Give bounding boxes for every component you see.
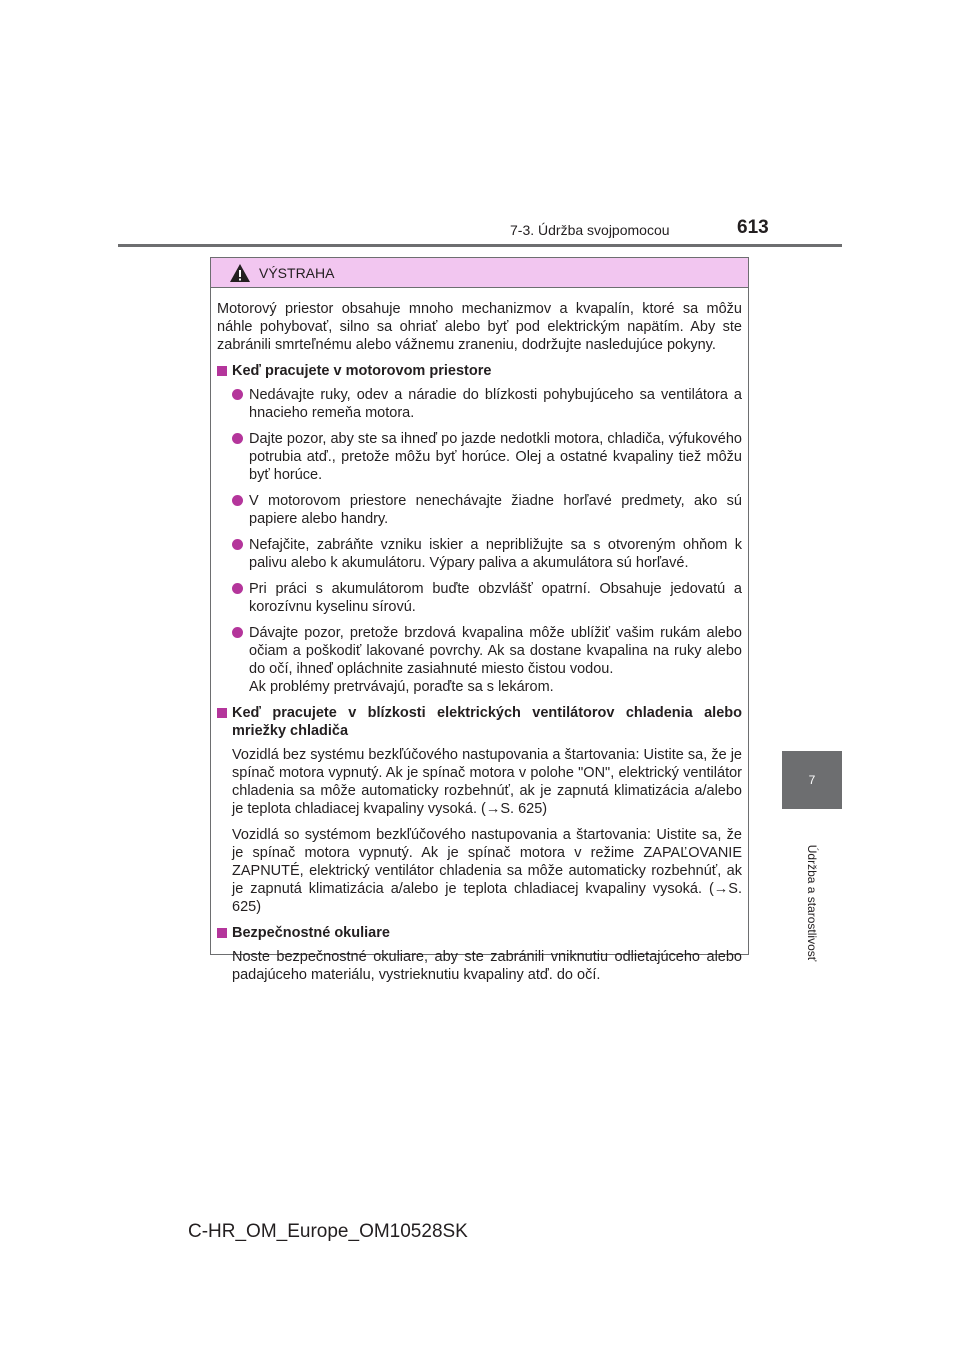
bullet-dot [232, 627, 243, 638]
chapter-tab[interactable] [782, 751, 842, 809]
header-section-title: 7-3. Údržba svojpomocou [510, 222, 670, 238]
warning-title: VÝSTRAHA [259, 264, 335, 281]
bullet-dot [232, 495, 243, 506]
paragraph: Vozidlá bez systému bezkľúčového nastupovania a štartovania: Uistite sa, že je spínač motora vypnutý. Ak je spínač motora v polohe "ON", elektrický ventilátor chladenia sa môže automaticky rozbehnúť, ak je zapnutá klimatizácia a/alebo je teplota chladiacej kvapaliny vysoká. (→S. 625) [232, 747, 742, 817]
list-item: Pri práci s akumulátorom buďte obzvlášť opatrní. Obsahuje jedovatú a korozívnu kyselinu sírovú. [217, 580, 742, 616]
bullet-dot [232, 539, 243, 550]
paragraph: Vozidlá so systémom bezkľúčového nastupovania a štartovania: Uistite sa, že je spínač motora vypnutý. Ak je spínač motora v režime ZAPAĽOVANIE ZAPNUTÉ, elektrický ventilátor chladenia sa môže automaticky rozbehnúť, ak je zapnutá klimatizácia a/alebo je teplota chladiacej kvapaliny vysoká. (→S. 625) [232, 827, 742, 915]
bullet-dot [232, 433, 243, 444]
section-heading: Bezpečnostné okuliare [217, 924, 742, 942]
page-number: 613 [737, 217, 769, 238]
section-heading: Keď pracujete v motorovom priestore [217, 362, 742, 380]
bullet-dot [232, 583, 243, 594]
warning-body [211, 288, 748, 984]
chapter-title-vertical: Údržba a starostlivosť [805, 844, 819, 962]
warning-header [211, 258, 748, 288]
list-item: Dávajte pozor, pretože brzdová kvapalina môže ublížiť vašim rukám alebo očiam a poškodiť lakované povrchy. Ak sa dostane kvapalina na ruky alebo do očí, ihneď opláchnite zasiahnuté miesto čistou vodou. Ak problémy pretrvávajú, poraďte sa s lekárom. [217, 624, 742, 696]
chapter-number: 7 [808, 773, 816, 787]
warning-intro: Motorový priestor obsahuje mnoho mechanizmov a kvapalín, ktoré sa môžu náhle pohybovať, silno sa ohriať alebo byť pod elektrickým napätím. Aby ste zabránili smrteľnému alebo vážnemu zraneniu, dodržujte nasledujúce pokyny. [217, 301, 742, 353]
warning-box [210, 257, 749, 983]
list-item: Nefajčite, zabráňte vzniku iskier a nepribližujte sa s otvoreným ohňom k palivu alebo k akumulátoru. Výpary paliva a akumulátora sú horľavé. [217, 536, 742, 572]
section-heading: Keď pracujete v blízkosti elektrických ventilátorov chladenia alebo mriežky chladiča [217, 704, 742, 740]
list-item: Dajte pozor, aby ste sa ihneď po jazde nedotkli motora, chladiča, výfukového potrubia atď., pretože môžu byť horúce. Olej a ostatné kvapaliny tiež môžu byť horúce. [217, 430, 742, 484]
header-rule [118, 244, 842, 247]
list-item: Nedávajte ruky, odev a náradie do blízkosti pohybujúceho sa ventilátora a hnacieho remeňa motora. [217, 386, 742, 422]
paragraph: Noste bezpečnostné okuliare, aby ste zabránili vniknutiu odlietajúceho alebo padajúceho materiálu, vystrieknutiu kvapaliny atď. do očí. [232, 949, 742, 983]
bullet-dot [232, 389, 243, 400]
footer-document-code: C-HR_OM_Europe_OM10528SK [188, 1221, 468, 1242]
warning-triangle-icon [229, 263, 251, 283]
list-item: V motorovom priestore nenechávajte žiadne horľavé predmety, ako sú papiere alebo handry. [217, 492, 742, 528]
